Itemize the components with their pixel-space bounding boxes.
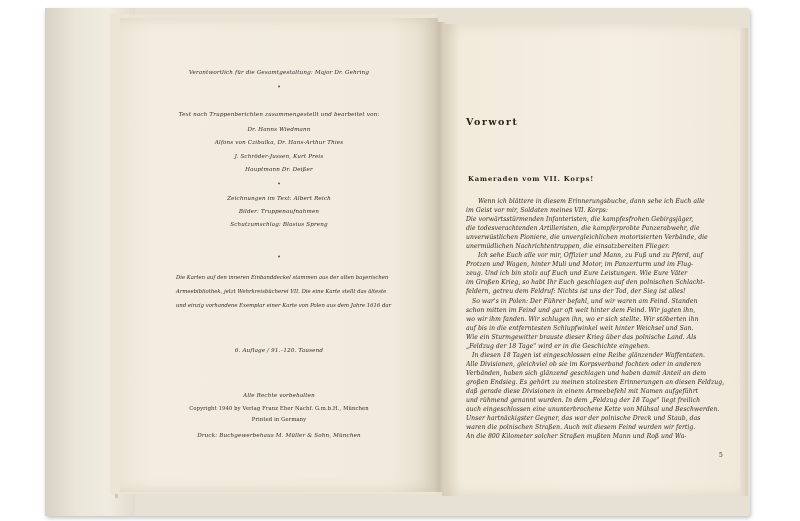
author-line: Hauptmann Dr. Deißer bbox=[245, 167, 313, 173]
page-number: 5 bbox=[719, 452, 723, 459]
compiled-by-line: Text nach Truppenberichten zusammengestellt und bearbeitet von: bbox=[178, 112, 380, 118]
page-title: Vorwort bbox=[466, 117, 519, 128]
body-line: und rühmend genannt wurden. In dem „Feldzug der 18 Tage" liegt freilich bbox=[466, 397, 701, 405]
body-line: im Geist vor mir, Soldaten meines VII. Korps: bbox=[466, 207, 608, 215]
edition-line: 6. Auflage / 91.–120. Tausend bbox=[234, 348, 324, 354]
body-line: daß gerade diese Divisionen in einem Armeebefehl mit Namen aufgeführt bbox=[466, 387, 699, 395]
body-line: Wie ein Sturmgewitter brauste dieser Krieg über das polnische Land. Als bbox=[466, 333, 697, 341]
credit-line: Zeichnungen im Text: Albert Reich bbox=[227, 196, 331, 202]
body-line: schon mitten im Feind und gar oft weit hinter dem Feind. Wir jagten ihn, bbox=[466, 306, 696, 314]
body-line: An die 800 Kilometer solcher Straßen mußten Mann und Roß und Wa- bbox=[466, 433, 687, 441]
body-line: unermüdlichen Nachrichtentruppen, die einsatzbereiten Flieger. bbox=[466, 243, 670, 251]
page-edges bbox=[740, 28, 748, 496]
copyright-line: Printed in Germany bbox=[251, 417, 307, 423]
separator-icon: • bbox=[277, 254, 281, 261]
greeting: Kameraden vom VII. Korps! bbox=[468, 175, 595, 183]
body-line: Unser hartnäckigster Gegner, das war der polnische Dreck und Staub, das bbox=[466, 415, 701, 423]
body-line: auf bis in die entferntesten Schlupfwinkel weit hinter Weichsel und San. bbox=[466, 324, 694, 332]
author-line: J. Schröder-Jussen, Kurt Preis bbox=[234, 154, 324, 160]
separator-icon: • bbox=[277, 84, 281, 91]
printer-line: Druck: Buchgewerbehaus M. Müller & Sohn, München bbox=[197, 433, 361, 439]
rights-line: Alle Rechte vorbehalten bbox=[243, 393, 315, 399]
body-line: Verbänden, haben sich glänzend geschlagen und haben damit Anteil an dem bbox=[466, 369, 707, 377]
body-line: wo wir ihm fanden. Wir schlugen ihn, wo er sich stellte. Wir stöberten ihn bbox=[466, 315, 699, 323]
foreword-body bbox=[466, 197, 728, 441]
body-line: Protzen und Wagen, hinter Muli und Motor, im Panzerturm und im Flug- bbox=[466, 261, 694, 269]
body-line: Wenn ich blättere in diesem Erinnerungsbuche, dann sehe ich Euch alle bbox=[478, 198, 705, 205]
maps-note-line: und einzig vorhandene Exemplar einer Karte von Polen aus dem Jahre 1616 dar bbox=[176, 303, 392, 309]
maps-note-line: Armeebibliothek, jetzt Wehrkreisbücherei VII. Die eine Karte stellt das älteste bbox=[176, 289, 387, 295]
body-line: „Feldzug der 18 Tage" wird er in die Geschichte eingehen. bbox=[466, 342, 651, 350]
maps-note-line: Die Karten auf den inneren Einbanddeckel stammen aus der alten bayerischen bbox=[176, 275, 389, 281]
body-line: großen Endsieg. Es gehört zu meinen stolzesten Erinnerungen an diesen Feldzug, bbox=[466, 378, 725, 386]
body-line: im Großen Krieg, so habt Ihr Euch geschlagen auf den polnischen Schlacht- bbox=[466, 279, 705, 287]
responsible-line: Verantwortlich für die Gesamtgestaltung: Major Dr. Gehring bbox=[188, 70, 370, 76]
author-line: Alfons von Czibulka, Dr. Hans-Arthur Thies bbox=[214, 140, 344, 146]
body-line: So war's in Polen: Der Führer befahl, und wir waren am Feind. Standen bbox=[472, 297, 698, 305]
body-line: In diesen 18 Tagen ist eingeschlossen eine Reihe glänzender Waffentaten. bbox=[472, 351, 706, 359]
credit-line: Bilder: Truppenaufnahmen bbox=[238, 209, 320, 215]
body-line: feldern, getreu dem Feldruf: Nichts ist uns der Tod, der Sieg ist alles! bbox=[466, 288, 686, 296]
body-line: unverwüstlichen Pioniere, die unvergleichlichen motorisierten Verbände, die bbox=[466, 234, 708, 242]
copyright-line: Copyright 1940 by Verlag Franz Eher Nachf. G.m.b.H., München bbox=[189, 406, 369, 412]
body-line: zeug. Und ich bin stolz auf Euch und Eure Leistungen. Wie Eure Väter bbox=[466, 270, 688, 278]
body-line: Ich sehe Euch alle vor mir, Offizier und Mann, zu Fuß und zu Pferd, auf bbox=[478, 252, 703, 260]
body-line: auch eingeschlossen eine ununterbrochene Kette von Mühsal und Beschwerden. bbox=[466, 406, 720, 414]
separator-icon: • bbox=[277, 181, 281, 188]
author-line: Dr. Hanns Wiedmann bbox=[247, 127, 311, 133]
credit-line: Schutzumschlag: Blasius Spreng bbox=[230, 222, 328, 228]
body-line: Alle Divisionen, gleichviel ob sie im Korpsverband fochten oder in anderen bbox=[466, 360, 702, 368]
body-line: waren die polnischen Straßen. Auch mit diesem Feind wurden wir fertig. bbox=[466, 424, 696, 432]
left-page-content bbox=[120, 0, 438, 521]
body-line: die todesverachtenden Artilleristen, die kampferprobte Panzerabwehr, die bbox=[466, 225, 700, 233]
body-line: Die vorwärtsstürmenden Infanteristen, die kampfesfrohen Gebirgsjäger, bbox=[466, 216, 694, 224]
